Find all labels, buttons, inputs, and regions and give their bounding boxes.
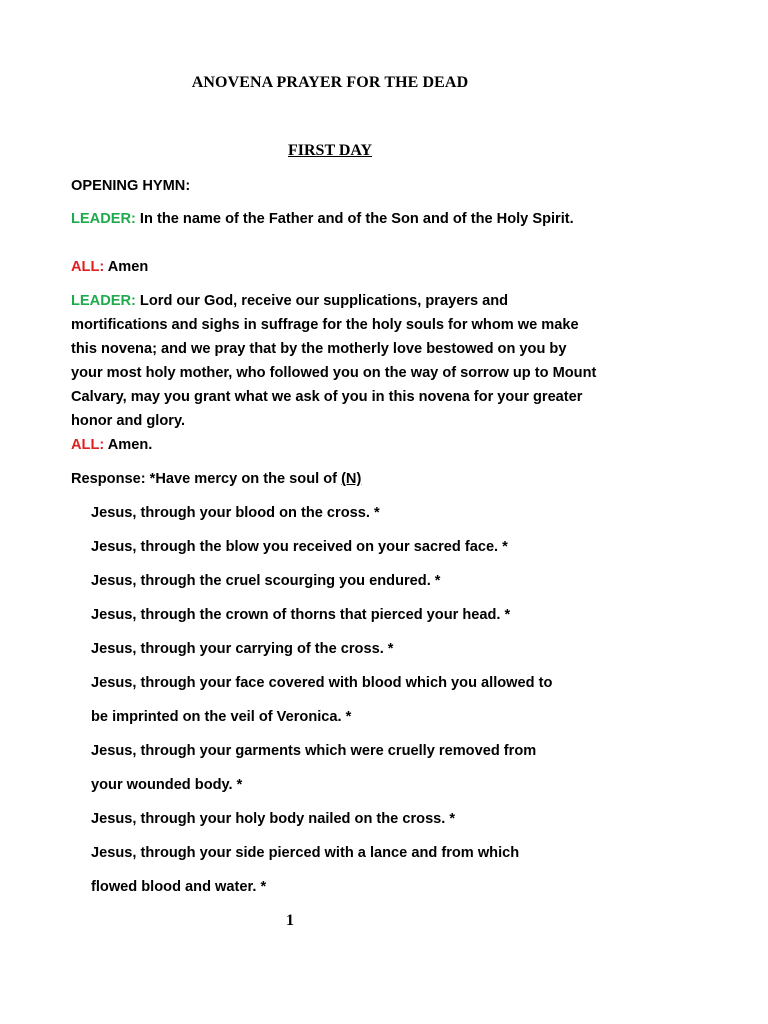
- litany-line: your wounded body. *: [91, 777, 243, 793]
- all-response-amen-2: [71, 433, 601, 457]
- page-number: 1: [286, 912, 294, 929]
- all-speaker-label: ALL:: [71, 437, 105, 453]
- litany-line: Jesus, through your garments which were cruelly removed from: [91, 743, 537, 759]
- litany-line: flowed blood and water. *: [91, 879, 267, 895]
- response-name-placeholder: (N): [341, 471, 362, 487]
- litany-line: Jesus, through the crown of thorns that pierced your head. *: [91, 607, 511, 623]
- leader-prayer: [71, 289, 601, 433]
- litany-line: Jesus, through the cruel scourging you endured. *: [91, 573, 441, 589]
- response-instruction: [71, 467, 601, 491]
- document-title: ANOVENA PRAYER FOR THE DEAD: [191, 74, 469, 91]
- all-response-amen: [71, 255, 601, 279]
- litany-line: Jesus, through your holy body nailed on the cross. *: [91, 811, 456, 827]
- leader-invocation-text: In the name of the Father and of the Son and of the Holy Spirit.: [135, 211, 574, 227]
- all-response-text: Amen: [104, 259, 149, 275]
- litany-line: be imprinted on the veil of Veronica. *: [91, 709, 352, 725]
- all-response-text: Amen.: [104, 437, 153, 453]
- day-heading: FIRST DAY: [287, 142, 373, 159]
- litany-line: Jesus, through the blow you received on your sacred face. *: [91, 539, 508, 555]
- litany-line: Jesus, through your face covered with blood which you allowed to: [91, 675, 553, 691]
- leader-speaker-label: LEADER:: [71, 293, 136, 309]
- litany-line: Jesus, through your carrying of the cross. *: [91, 641, 394, 657]
- opening-hymn-label: OPENING HYMN:: [71, 178, 191, 194]
- leader-speaker-label: LEADER:: [71, 211, 136, 227]
- leader-prayer-text: Lord our God, receive our supplications, prayers and mortifications and sighs in suffrage for the holy souls for whom we make this novena; and we pray that by the motherly love bestowed on you by your most holy mother, who followed you on the way of sorrow up to Mount Calvary, may you grant what we ask of you in this novena for your greater honor and glory.: [71, 293, 597, 429]
- litany-line: Jesus, through your side pierced with a lance and from which: [91, 845, 520, 861]
- response-label: Response: *Have mercy on the soul of: [71, 471, 342, 487]
- leader-invocation: [71, 207, 601, 231]
- all-speaker-label: ALL:: [71, 259, 105, 275]
- litany-line: Jesus, through your blood on the cross. *: [91, 505, 380, 521]
